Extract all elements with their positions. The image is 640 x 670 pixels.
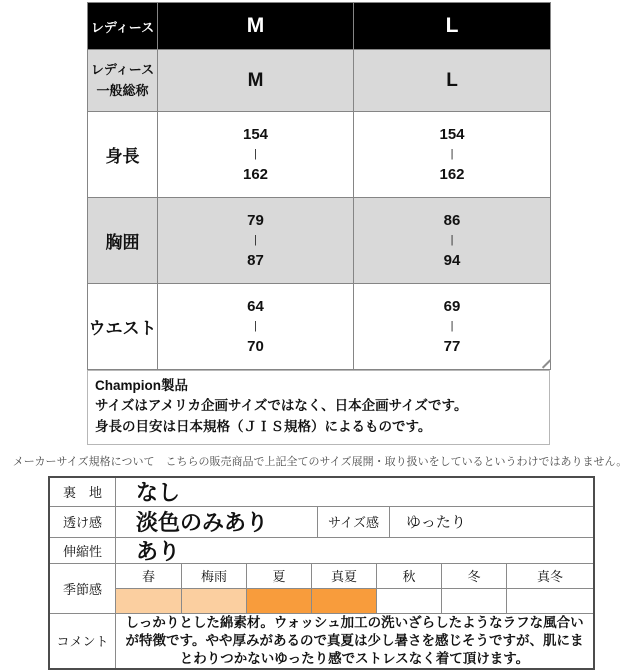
height-l-to: 162 [439, 166, 465, 183]
chest-m-cell [158, 198, 354, 284]
size-note-box [87, 370, 550, 445]
range-separator: | [254, 148, 257, 160]
chest-l-from: 86 [443, 212, 461, 229]
chest-l-cell [354, 198, 551, 284]
season-fill-rainy [181, 589, 246, 613]
chest-l-to: 94 [443, 252, 461, 269]
waist-label: ウエスト [88, 284, 158, 370]
waist-row [88, 284, 551, 370]
season-name-summer: 夏 [246, 564, 311, 588]
size-chart-table [87, 2, 551, 370]
height-label: 身長 [88, 112, 158, 198]
season-grid [115, 564, 593, 613]
waist-l-to: 77 [443, 338, 461, 355]
general-size-label-line1: レディース [90, 61, 155, 77]
season-fill-midsummer [311, 589, 376, 613]
lining-value: なし [115, 478, 593, 506]
note-line-brand: Champion製品 [95, 378, 188, 393]
height-row [88, 112, 551, 198]
sheerness-label: 透け感 [62, 515, 102, 531]
waist-l-cell [354, 284, 551, 370]
season-name-midwinter: 真冬 [506, 564, 593, 588]
waist-m-cell [158, 284, 354, 370]
height-l-range [354, 127, 550, 182]
fit-value: ゆったり [389, 507, 593, 537]
chest-row [88, 198, 551, 284]
range-separator: | [450, 320, 454, 332]
sheerness-row [50, 506, 593, 537]
range-separator: | [254, 234, 257, 246]
season-fill-autumn [376, 589, 441, 613]
size-column-l: L [354, 3, 551, 50]
fit-label: サイズ感 [317, 507, 389, 537]
size-chart-header-row [88, 3, 551, 50]
comment-row [50, 613, 593, 668]
size-chart-category-label: レディース [88, 3, 158, 50]
height-m-from: 154 [242, 126, 269, 143]
chest-m-to: 87 [247, 252, 264, 269]
stretch-value: あり [115, 538, 593, 563]
comment-text-content: しっかりとした綿素材。ウォッシュ加工の洗いざらしたようなラフな風合いが特徴です。やや厚みがあるので真夏は少し暑さを感じそうですが、肌にまとわりつかないゆったり感でストレスなく着て頂けます。 [125, 615, 584, 666]
general-size-label-line2: 一般総称 [96, 82, 149, 98]
general-size-l: L [354, 50, 551, 112]
comment-text [115, 614, 593, 668]
height-l-from: 154 [439, 126, 465, 143]
season-name-midsummer: 真夏 [311, 564, 376, 588]
range-separator: | [254, 320, 257, 332]
chest-m-range [158, 213, 353, 268]
stretch-label: 伸縮性 [62, 543, 102, 559]
season-row [50, 563, 593, 613]
lining-row [50, 478, 593, 506]
season-names-row [116, 564, 593, 588]
chest-m-from: 79 [247, 212, 264, 229]
waist-m-range [158, 299, 353, 354]
season-name-rainy: 梅雨 [181, 564, 246, 588]
lining-label: 裏 地 [62, 485, 102, 501]
season-fill-spring [116, 589, 181, 613]
season-label: 季節感 [62, 581, 102, 597]
chest-label: 胸囲 [88, 198, 158, 284]
waist-l-range [354, 299, 550, 354]
season-fill-midwinter [506, 589, 593, 613]
comment-label: コメント [56, 634, 109, 650]
height-l-cell [354, 112, 551, 198]
height-m-cell [158, 112, 354, 198]
season-name-winter: 冬 [441, 564, 506, 588]
height-m-range [158, 127, 353, 182]
general-size-m: M [158, 50, 354, 112]
fabric-spec-table [48, 476, 595, 670]
maker-size-disclaimer: メーカーサイズ規格について こちらの販売商品で上記全てのサイズ展開・取り扱いをしているというわけではありません。 [12, 455, 628, 468]
waist-m-from: 64 [247, 298, 264, 315]
stretch-row [50, 537, 593, 563]
height-m-to: 162 [242, 166, 269, 183]
season-fills-row [116, 588, 593, 613]
season-name-spring: 春 [141, 569, 155, 585]
season-fill-winter [441, 589, 506, 613]
chest-l-range [354, 213, 550, 268]
waist-l-from: 69 [443, 298, 461, 315]
waist-m-to: 70 [247, 338, 264, 355]
note-line-spec: サイズはアメリカ企画サイズではなく、日本企画サイズです。 [95, 398, 468, 414]
range-separator: | [450, 234, 454, 246]
size-column-m: M [158, 3, 354, 50]
note-line-jis: 身長の目安は日本規格（ＪＩＳ規格）によるものです。 [95, 418, 432, 434]
range-separator: | [450, 148, 454, 160]
season-fill-summer [246, 589, 311, 613]
general-size-label [88, 50, 158, 112]
season-name-autumn: 秋 [376, 564, 441, 588]
general-size-row [88, 50, 551, 112]
sheerness-value: 淡色のみあり [115, 507, 317, 537]
